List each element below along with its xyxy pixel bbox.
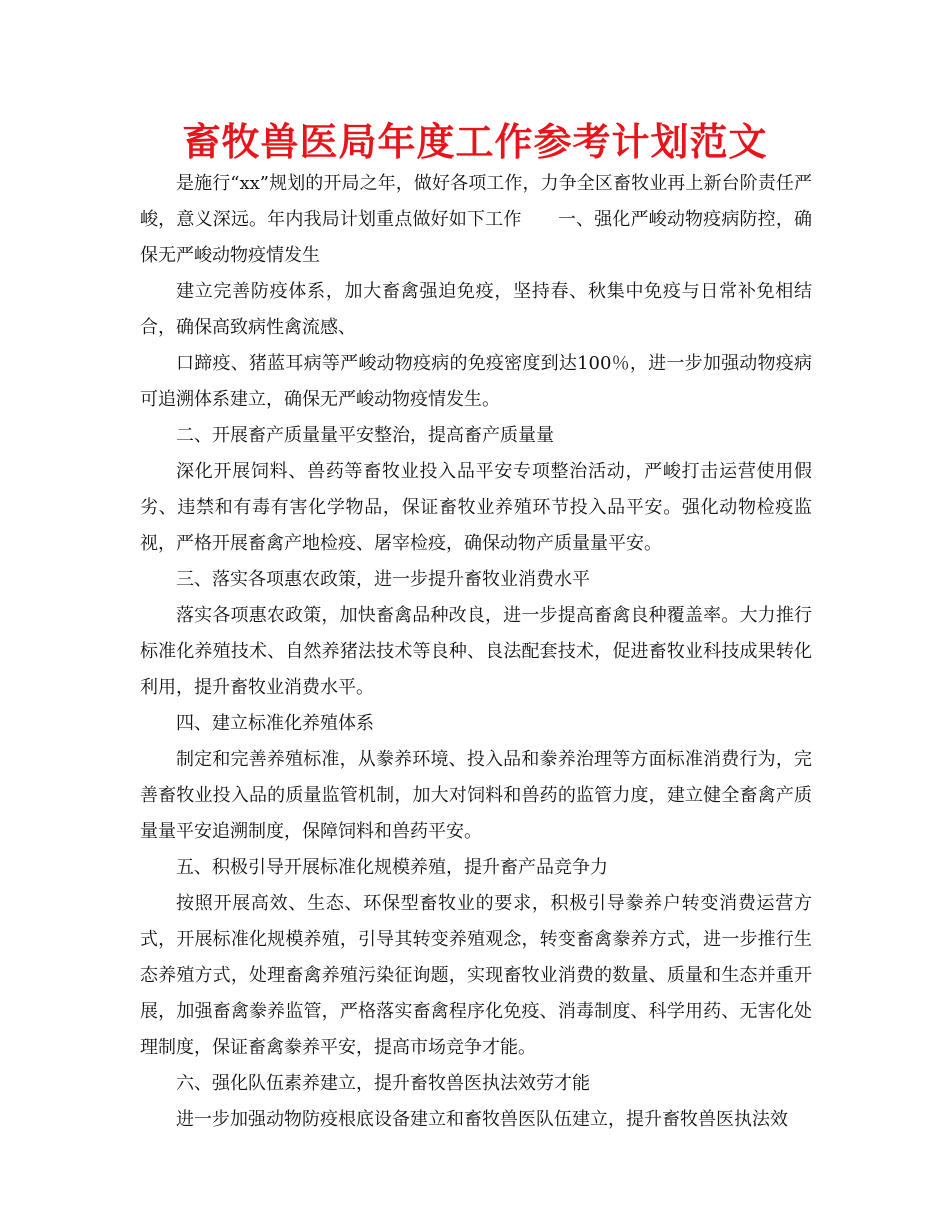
section-heading-3: 三、落实各项惠农政策，进一步提升畜牧业消费水平	[176, 569, 590, 590]
paragraph-epidemic-density: 口蹄疫、猪蓝耳病等严峻动物疫病的免疫密度到达100％，进一步加强动物疫病可追溯体系建立，确保无严峻动物疫情发生。	[140, 353, 812, 410]
paragraph-scale-farming: 按照开展高效、生态、环保型畜牧业的要求，积极引导豢养户转变消费运营方式，开展标准化规模养殖，引导其转变养殖观念，转变畜禽豢养方式，进一步推行生态养殖方式，处理畜禽养殖污染征询题，实现畜牧业消费的数量、质量和生态并重开展，加强畜禽豢养监管，严格落实畜禽程序化免疫、消毒制度、科学用药、无害化处理制度，保证畜禽豢养平安，提高市场竞争才能。	[140, 893, 812, 1058]
document-title: 畜牧兽医局年度工作参考计划范文	[182, 120, 768, 164]
paragraph-intro: 是施行“xx”规划的开局之年，做好各项工作，力争全区畜牧业再上新台阶责任严峻，意义深远。年内我局计划重点做好如下工作 一、强化严峻动物疫病防控，确保无严峻动物疫情发生	[140, 173, 812, 266]
paragraph-team-building: 进一步加强动物防疫根底设备建立和畜牧兽医队伍建立，提升畜牧兽医执法效	[176, 1109, 788, 1130]
paragraph-quality-safety: 深化开展饲料、兽药等畜牧业投入品平安专项整治活动，严峻打击运营使用假劣、违禁和有毒有害化学物品，保证畜牧业养殖环节投入品平安。强化动物检疫监视，严格开展畜禽产地检疫、屠宰检疫，确保动物产质量量平安。	[140, 461, 812, 554]
section-heading-4: 四、建立标准化养殖体系	[176, 713, 374, 734]
paragraph-policies: 落实各项惠农政策，加快畜禽品种改良，进一步提高畜禽良种覆盖率。大力推行标准化养殖技术、自然养猪法技术等良种、良法配套技术，促进畜牧业科技成果转化利用，提升畜牧业消费水平。	[140, 605, 812, 698]
document-body	[140, 166, 812, 1138]
section-heading-6: 六、强化队伍素养建立，提升畜牧兽医执法效劳才能	[176, 1073, 590, 1094]
section-heading-2: 二、开展畜产质量量平安整治，提高畜产质量量	[176, 425, 554, 446]
section-heading-5: 五、积极引导开展标准化规模养殖，提升畜产品竞争力	[176, 857, 608, 878]
paragraph-standards: 制定和完善养殖标准，从豢养环境、投入品和豢养治理等方面标准消费行为，完善畜牧业投入品的质量监管机制，加大对饲料和兽药的监管力度，建立健全畜禽产质量量平安追溯制度，保障饲料和兽药平安。	[140, 749, 812, 842]
paragraph-epidemic-system: 建立完善防疫体系，加大畜禽强迫免疫，坚持春、秋集中免疫与日常补免相结合，确保高致病性禽流感、	[140, 281, 812, 338]
